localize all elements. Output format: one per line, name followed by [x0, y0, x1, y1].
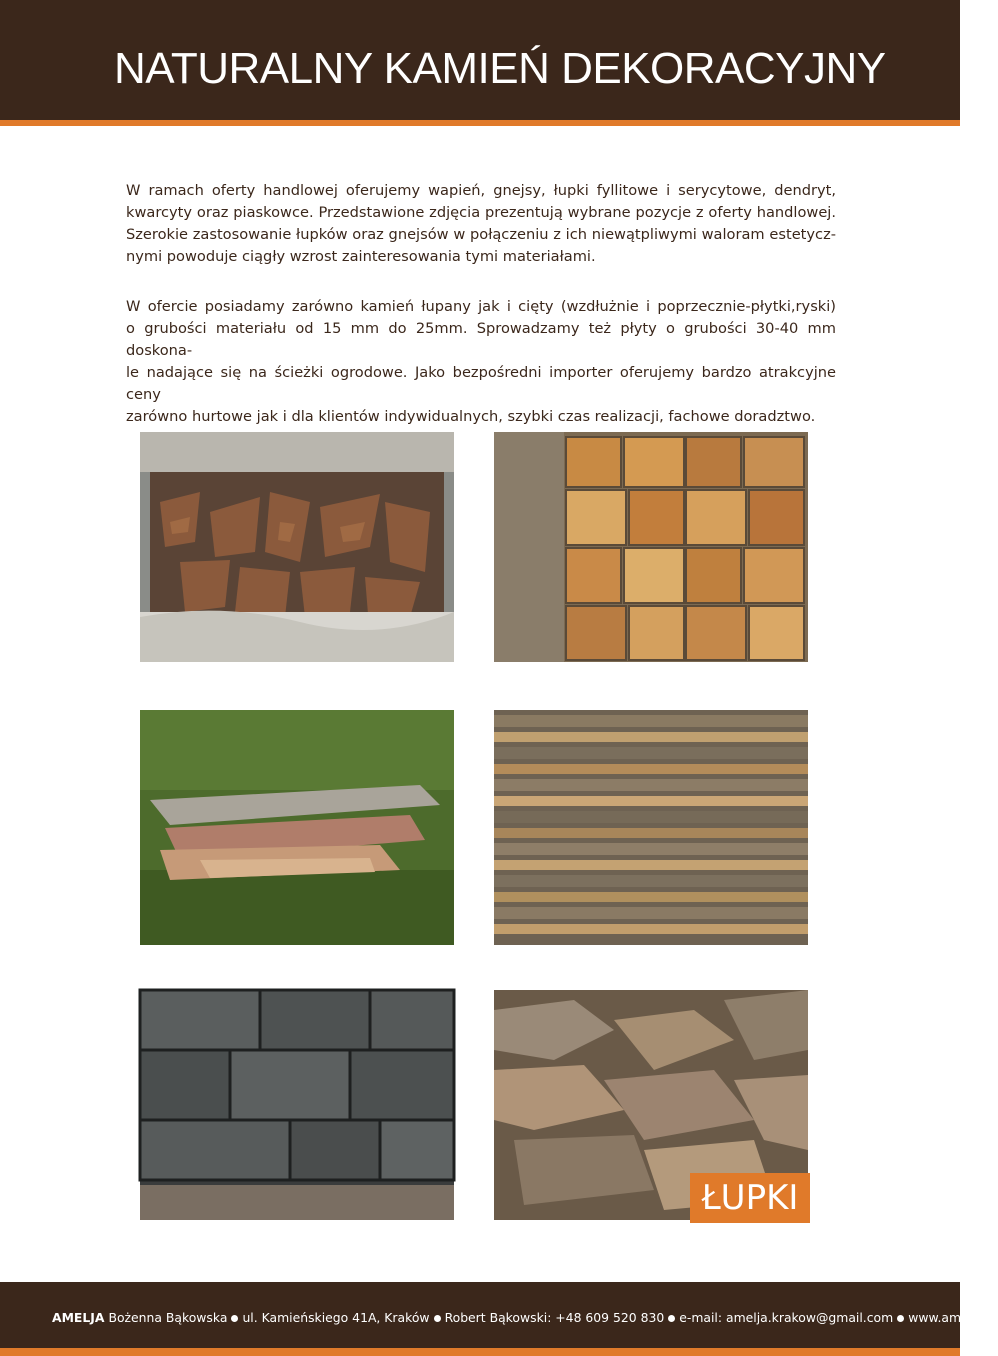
photo-stone-strips: [494, 710, 808, 945]
photo-dark-slate: [140, 990, 454, 1220]
intro-line: nymi powoduje ciągły wzrost zainteresowania tymi materiałami.: [126, 248, 596, 265]
photo-stone-on-grass: [140, 710, 454, 945]
intro-paragraph-1: [126, 180, 836, 268]
email-link[interactable]: e-mail: amelja.krakow@gmail.com: [679, 1310, 894, 1325]
website-link[interactable]: www.amelja.pl: [908, 1310, 998, 1325]
intro-line: W ofercie posiadamy zarówno kamień łupany jak i cięty (wzdłużnie i poprzecznie-płytki,ryski): [126, 298, 836, 315]
intro-line: kwarcyty oraz piaskowce. Przedstawione zdjęcia prezentują wybrane pozycje z oferty handlowej.: [126, 204, 836, 221]
company-name: AMELJA: [52, 1310, 105, 1325]
photo-stone-pallet: [140, 432, 454, 662]
footer-bar: [0, 1282, 998, 1356]
intro-line: zarówno hurtowe jak i dla klientów indywidualnych, szybki czas realizacji, fachowe doradztwo.: [126, 408, 816, 425]
category-badge: ŁUPKI: [690, 1173, 810, 1223]
bullet-icon: [668, 1315, 675, 1322]
address: ul. Kamieńskiego 41A, Kraków: [242, 1310, 430, 1325]
intro-line: le nadające się na ścieżki ogrodowe. Jako bezpośredni importer oferujemy bardzo atrakcyjne ceny: [126, 364, 836, 403]
footer-contact-line: [52, 1310, 998, 1325]
bullet-icon: [434, 1315, 441, 1322]
page-title: NATURALNY KAMIEŃ DEKORACYJNY: [114, 44, 886, 93]
intro-line: Szerokie zastosowanie łupków oraz gnejsów w połączeniu z ich niewątpliwymi waloram estetycz-: [126, 226, 836, 243]
owner-name: Bożenna Bąkowska: [108, 1310, 228, 1325]
bullet-icon: [231, 1315, 238, 1322]
intro-line: W ramach oferty handlowej oferujemy wapień, gnejsy, łupki fyllitowe i serycytowe, dendryt,: [126, 182, 836, 199]
intro-paragraph-2: [126, 296, 836, 428]
phone-contact: Robert Bąkowski: +48 609 520 830: [444, 1310, 665, 1325]
photo-stone-tiles: [494, 432, 808, 662]
header-bar: [0, 0, 960, 126]
bullet-icon: [897, 1315, 904, 1322]
intro-line: o grubości materiału od 15 mm do 25mm. Sprowadzamy też płyty o grubości 30-40 mm doskona-: [126, 320, 836, 359]
